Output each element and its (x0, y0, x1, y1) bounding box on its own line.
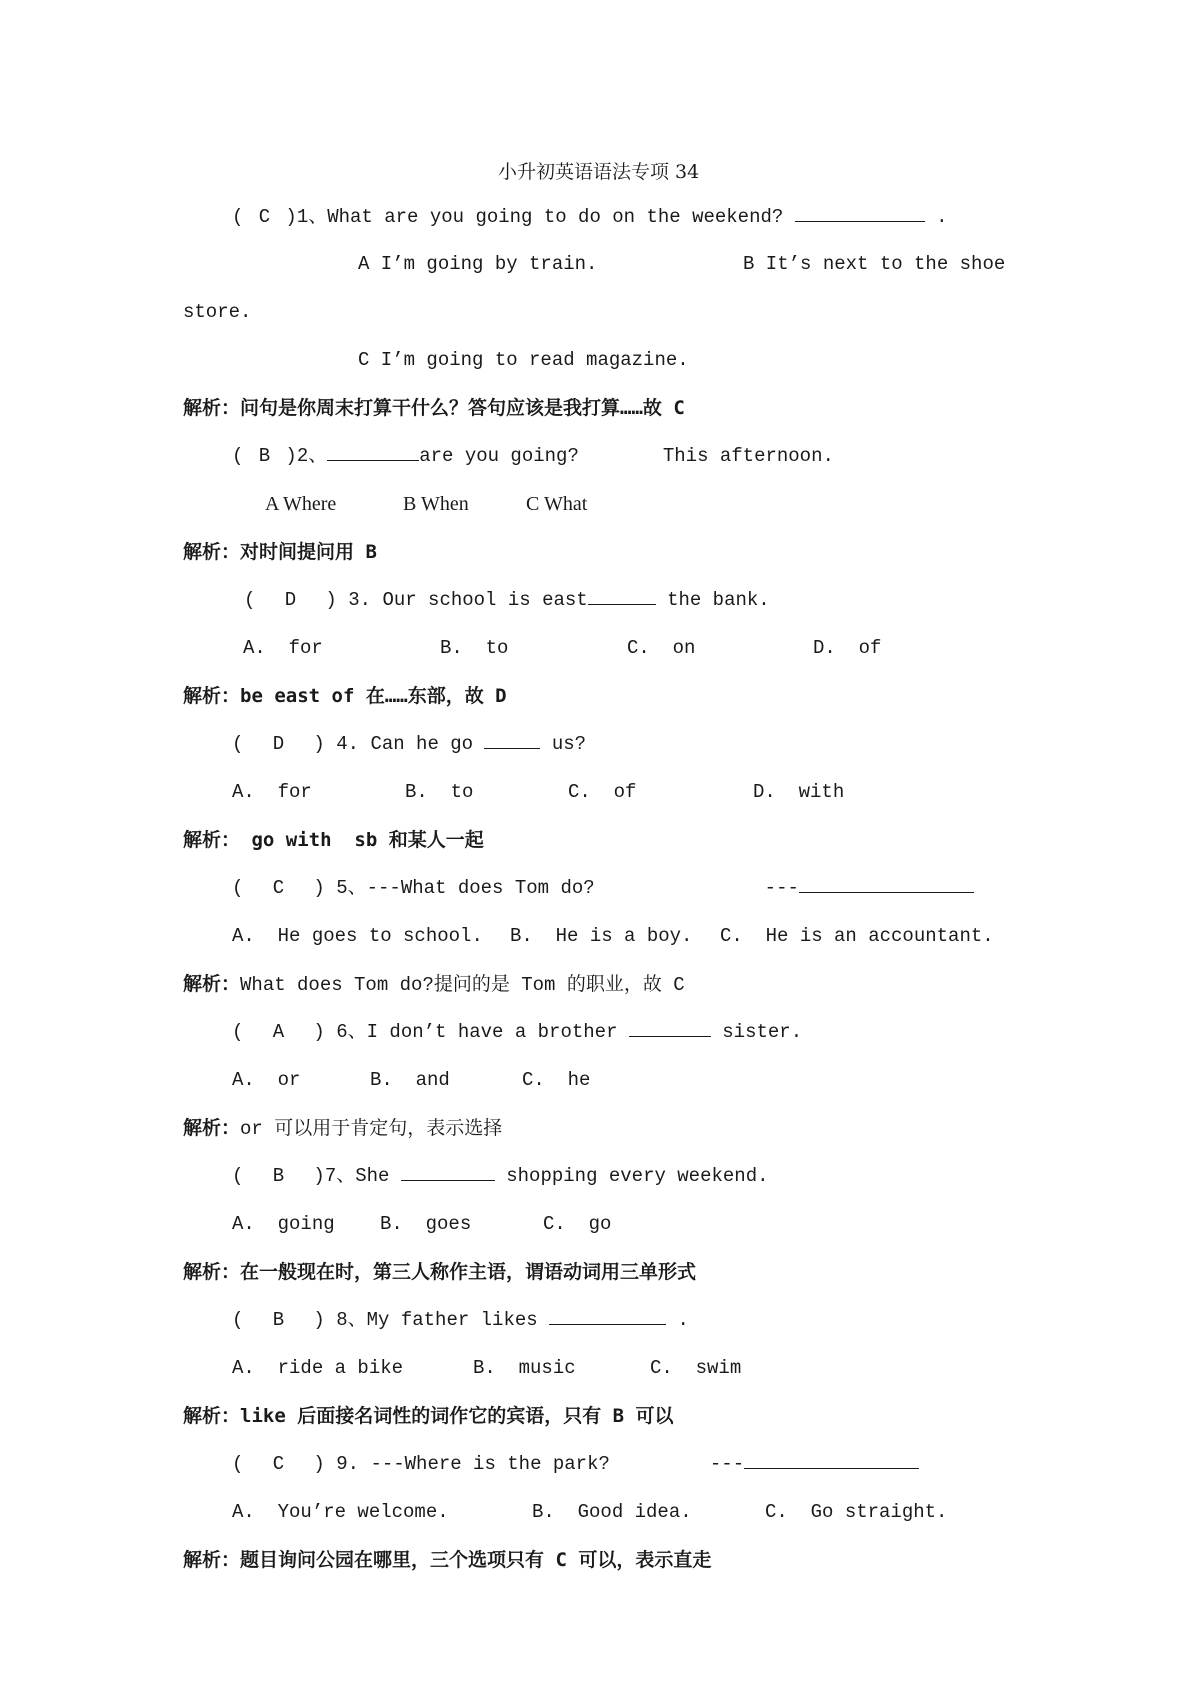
q3-option-b: B. to (440, 637, 509, 659)
question-8: ( B ) 8、My father likes . (232, 1306, 689, 1334)
q8-option-b: B. music (473, 1357, 576, 1379)
answer-blank (327, 442, 419, 461)
q5-option-b: B. He is a boy. (510, 925, 693, 947)
answer-blank (799, 874, 974, 893)
question-5: ( C ) 5、---What does Tom do? --- (232, 874, 974, 902)
q1-option-a: A I’m going by train. (358, 253, 598, 275)
answer-7: B (272, 1165, 285, 1187)
answer-blank (549, 1306, 666, 1325)
q4-option-a: A. for (232, 781, 312, 803)
answer-blank (484, 730, 540, 749)
q3-option-a: A. for (243, 637, 323, 659)
q4-option-c: C. of (568, 781, 637, 803)
analysis-3: 解析：be east of 在……东部，故 D (183, 685, 507, 707)
answer-blank (744, 1450, 919, 1469)
question-1: ( C )1、What are you going to do on the weekend? . (232, 203, 948, 231)
q7-option-a: A. going (232, 1213, 335, 1235)
question-6: ( A ) 6、I don’t have a brother sister. (232, 1018, 802, 1046)
analysis-5: 解析：What does Tom do?提问的是 Tom 的职业，故 C (183, 973, 685, 996)
q1-option-b: B It’s next to the shoe (743, 253, 1006, 275)
q3-option-d: D. of (813, 637, 882, 659)
q5-option-c: C. He is an accountant. (720, 925, 994, 947)
question-4: ( D ) 4. Can he go us? (232, 730, 586, 758)
q7-option-b: B. goes (380, 1213, 472, 1235)
answer-3: D (284, 589, 297, 611)
q7-option-c: C. go (543, 1213, 612, 1235)
question-2: ( B )2、 are you going? This afternoon. (232, 442, 834, 470)
analysis-9: 解析：题目询问公园在哪里，三个选项只有 C 可以，表示直走 (183, 1549, 712, 1571)
answer-blank (401, 1162, 495, 1181)
answer-blank (795, 203, 925, 222)
q8-option-a: A. ride a bike (232, 1357, 404, 1379)
page-title: 小升初英语语法专项 34 (498, 161, 700, 183)
q2-option-b: B When (403, 493, 469, 515)
q3-option-c: C. on (627, 637, 696, 659)
analysis-4: 解析： go with sb 和某人一起 (183, 829, 484, 851)
analysis-6: 解析：or 可以用于肯定句，表示选择 (183, 1117, 503, 1140)
q6-option-b: B. and (370, 1069, 450, 1091)
q6-option-c: C. he (522, 1069, 591, 1091)
q9-option-a: A. You’re welcome. (232, 1501, 449, 1523)
q5-option-a: A. He goes to school. (232, 925, 483, 947)
q8-option-c: C. swim (650, 1357, 742, 1379)
answer-8: B (272, 1309, 285, 1331)
q9-option-b: B. Good idea. (532, 1501, 692, 1523)
answer-blank (588, 586, 656, 605)
question-9: ( C ) 9. ---Where is the park? --- (232, 1450, 919, 1478)
answer-9: C (272, 1453, 285, 1475)
analysis-8: 解析：like 后面接名词性的词作它的宾语，只有 B 可以 (183, 1405, 674, 1427)
analysis-2: 解析：对时间提问用 B (183, 541, 377, 563)
q1-option-b-continued: store. (183, 301, 252, 323)
answer-2: B (258, 445, 271, 467)
question-3: ( D ) 3. Our school is east the bank. (244, 586, 770, 614)
q9-option-c: C. Go straight. (765, 1501, 948, 1523)
answer-6: A (272, 1021, 285, 1043)
answer-5: C (272, 877, 285, 899)
question-7: ( B )7、She shopping every weekend. (232, 1162, 769, 1190)
q6-option-a: A. or (232, 1069, 301, 1091)
analysis-1: 解析：问句是你周末打算干什么？答句应该是我打算……故 C (183, 397, 685, 419)
q2-option-c: C What (526, 493, 588, 515)
analysis-7: 解析：在一般现在时，第三人称作主语，谓语动词用三单形式 (183, 1261, 697, 1283)
q1-option-c: C I’m going to read magazine. (358, 349, 689, 371)
answer-1: C (258, 206, 271, 228)
q4-option-b: B. to (405, 781, 474, 803)
q2-option-a: A Where (265, 493, 337, 515)
answer-blank (629, 1018, 711, 1037)
q4-option-d: D. with (753, 781, 845, 803)
answer-4: D (272, 733, 285, 755)
